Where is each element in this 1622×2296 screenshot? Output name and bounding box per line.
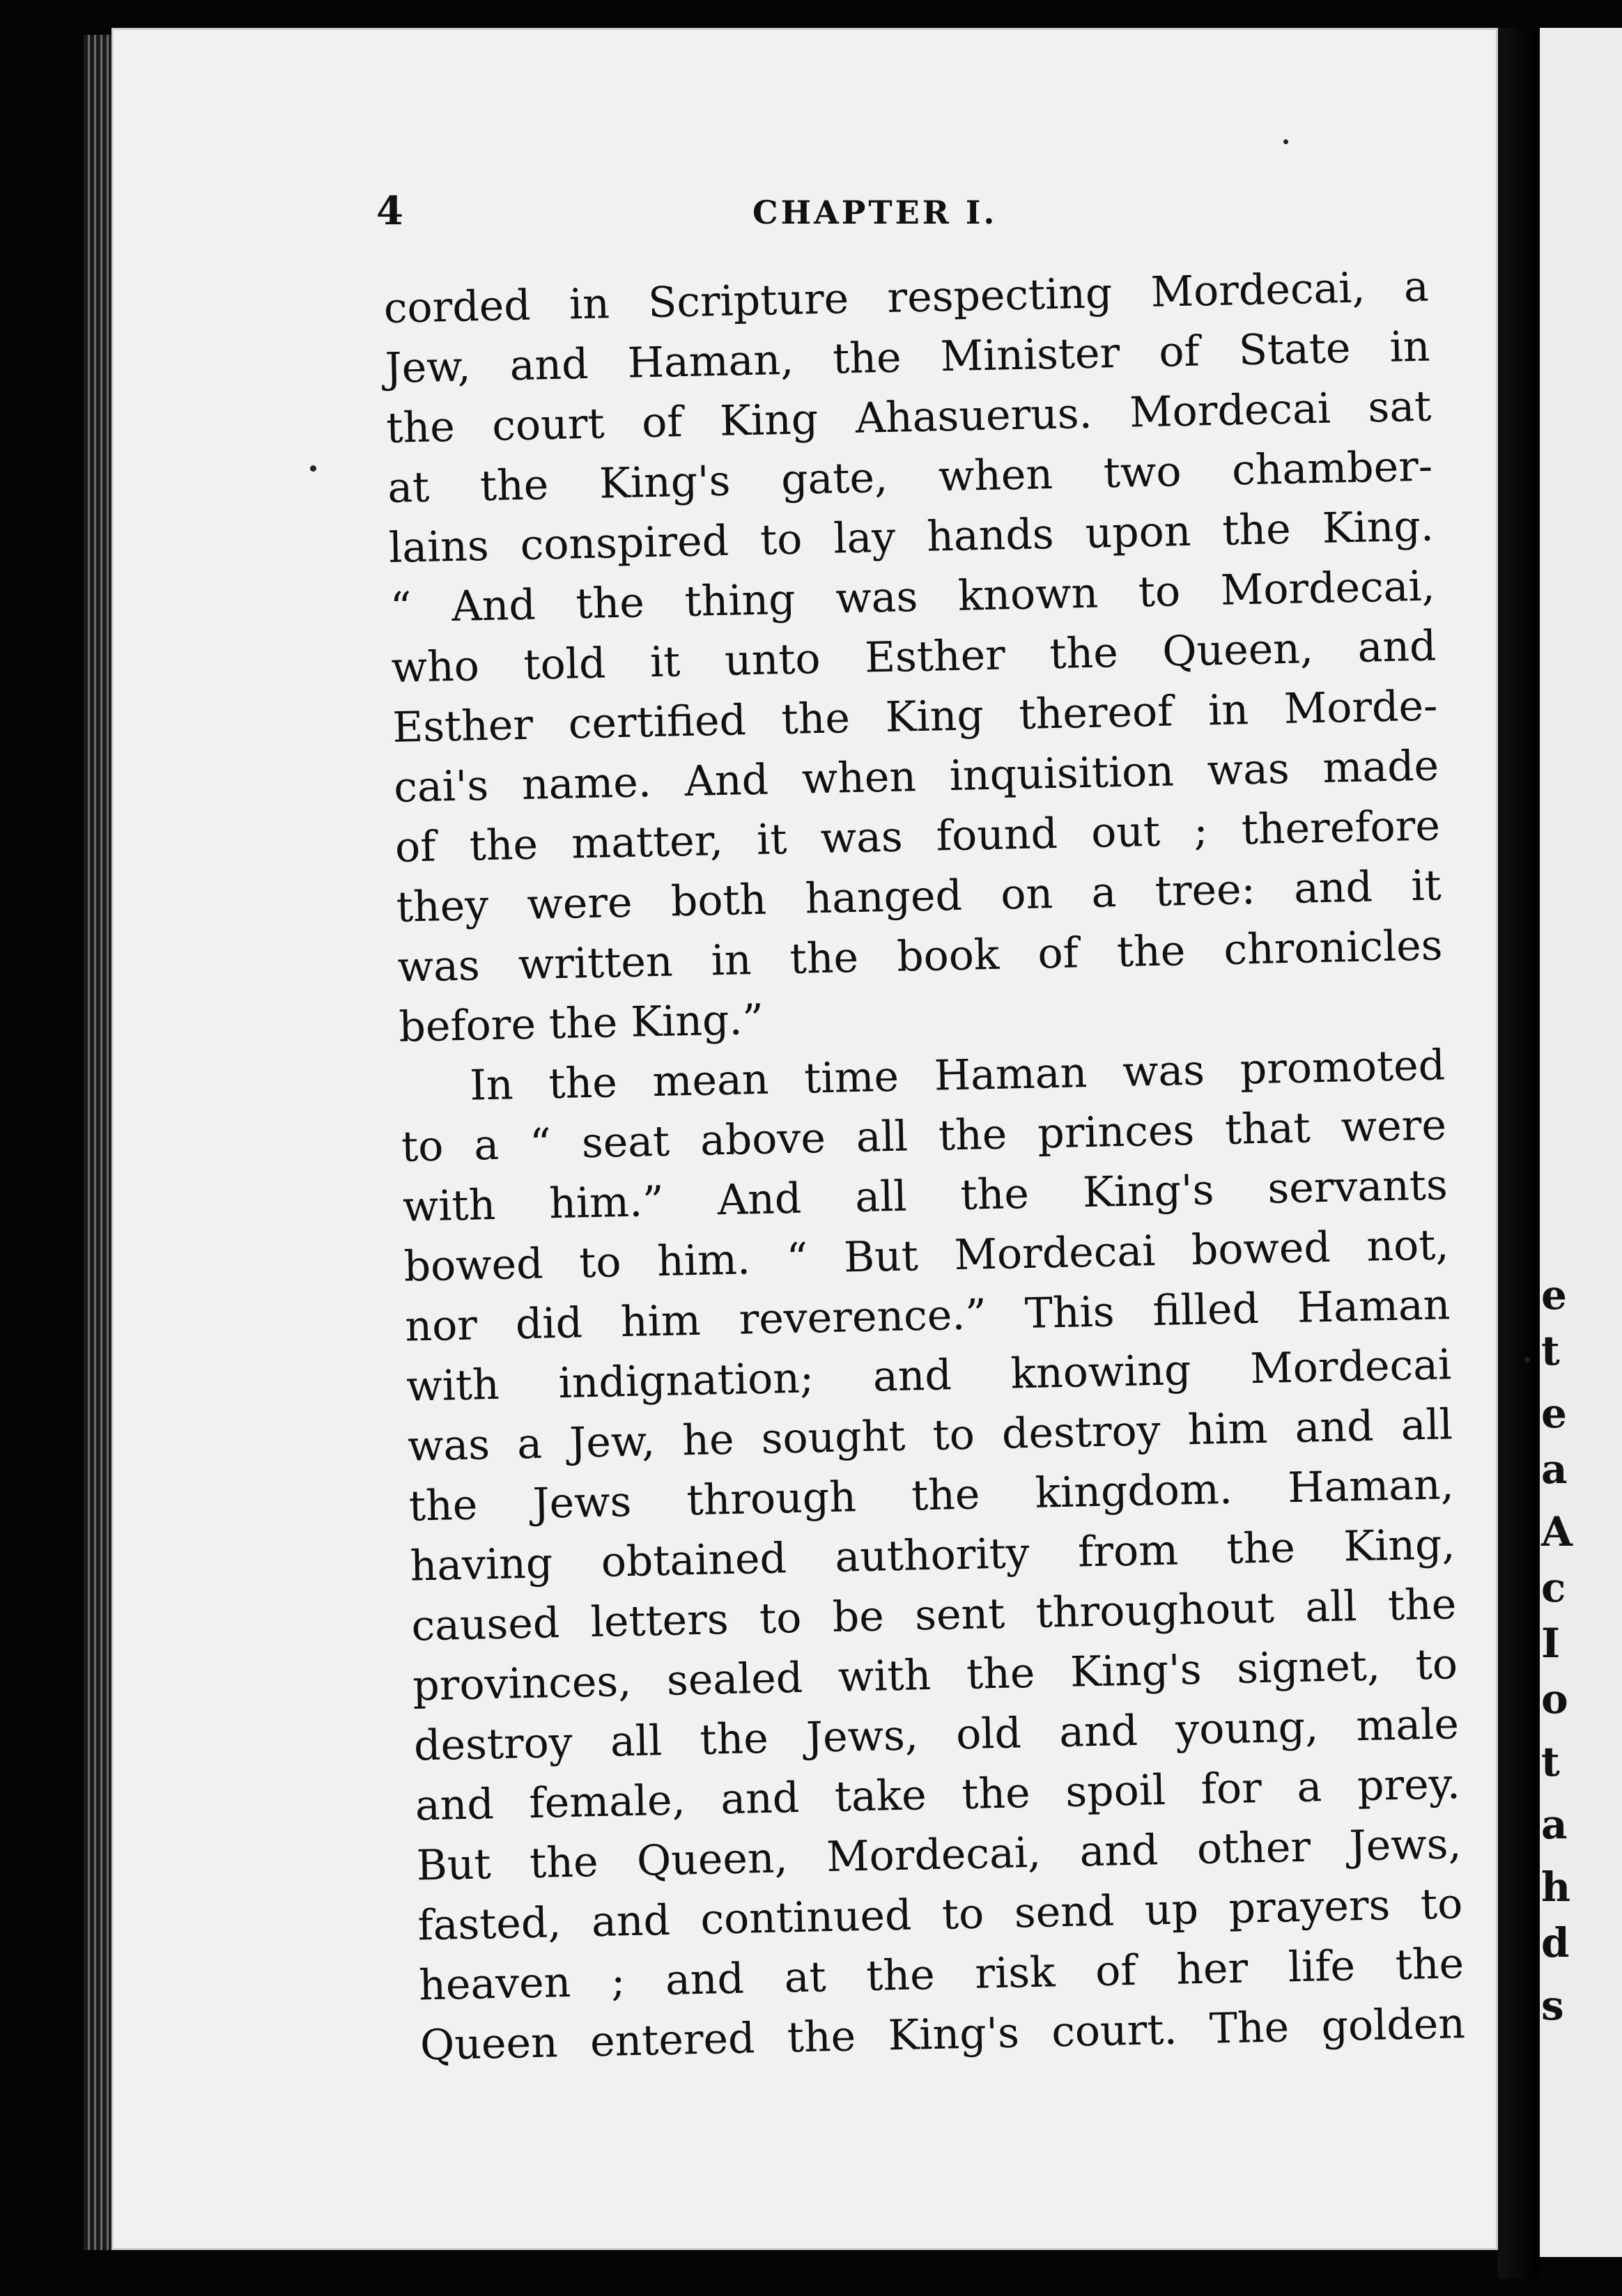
text-line: having obtained authority from the King, <box>409 1520 1456 1591</box>
text-line: heaven ; and at the risk of her life the <box>418 1939 1465 2010</box>
text-line: with indignation; and knowing Mordecai <box>406 1340 1452 1411</box>
text-line: Jew, and Haman, the Minister of State in <box>384 322 1431 393</box>
text-line: before the King.” <box>398 995 764 1052</box>
text-line: Queen entered the King's court. The golden <box>419 1999 1466 2070</box>
text-line: who told it unto Esther the Queen, and <box>390 621 1437 692</box>
next-page-fragment: A <box>1541 1508 1573 1556</box>
text-line: cai's name. And when inquisition was made <box>393 741 1439 812</box>
text-line: nor did him reverence.” This filled Haman <box>404 1280 1451 1351</box>
next-page-fragment: d <box>1541 1919 1570 1967</box>
next-page-fragment: s <box>1541 1982 1564 2029</box>
text-line: was written in the book of the chronicles <box>396 921 1444 992</box>
text-line: fasted, and continued to send up prayers to <box>417 1879 1463 1950</box>
text-line: they were both hanged on a tree: and it <box>396 861 1442 932</box>
next-page-fragment: e <box>1541 1271 1567 1319</box>
next-page-fragment: t <box>1541 1327 1560 1374</box>
chapter-title: CHAPTER I. <box>752 194 998 231</box>
page-number: 4 <box>376 188 403 234</box>
next-page-fragment: t <box>1541 1738 1560 1785</box>
text-line: Esther certified the King thereof in Morde- <box>392 681 1438 752</box>
text-line: provinces, sealed with the King's signet, to <box>412 1640 1458 1711</box>
next-page-fragment: e <box>1541 1390 1567 1437</box>
text-line: the court of King Ahasuerus. Mordecai sat <box>385 382 1432 453</box>
next-page-fragment: o <box>1541 1675 1568 1723</box>
next-page-fragment: c <box>1541 1564 1566 1611</box>
text-line: But the Queen, Mordecai, and other Jews, <box>415 1820 1462 1891</box>
text-line: bowed to him. “ But Mordecai bowed not, <box>403 1220 1450 1292</box>
text-line: In the mean time Haman was promoted <box>469 1041 1446 1110</box>
next-page-fragment: h <box>1541 1863 1571 1911</box>
next-page-fragment: a <box>1541 1445 1568 1493</box>
text-line: corded in Scripture respecting Mordecai, a <box>383 262 1430 333</box>
text-line: the Jews through the kingdom. Haman, <box>408 1460 1455 1531</box>
running-head <box>376 188 1463 244</box>
ink-speck <box>1524 1357 1530 1363</box>
text-line: and female, and take the spoil for a prey. <box>415 1760 1461 1831</box>
text-line: to a “ seat above all the princes that were <box>401 1101 1447 1172</box>
text-line: was a Jew, he sought to destroy him and all <box>407 1400 1453 1471</box>
body-text <box>383 257 1466 2076</box>
text-line: with him.” And all the King's servants <box>402 1161 1449 1232</box>
ink-speck <box>310 465 316 472</box>
text-line: caused letters to be sent throughout all the <box>410 1580 1457 1651</box>
text-line: destroy all the Jews, old and young, male <box>413 1700 1460 1771</box>
gutter-shadow <box>1498 28 1540 2278</box>
text-line: of the matter, it was found out ; therefore <box>394 801 1441 872</box>
next-page-fragment: a <box>1541 1801 1568 1848</box>
next-page-fragment: I <box>1541 1620 1561 1667</box>
text-line: lains conspired to lay hands upon the King. <box>388 502 1435 573</box>
text-line: “ And the thing was known to Mordecai, <box>389 561 1436 633</box>
text-line: at the King's gate, when two chamber- <box>387 442 1433 513</box>
next-page-edge <box>1540 28 1622 2257</box>
ink-speck <box>1283 139 1288 144</box>
